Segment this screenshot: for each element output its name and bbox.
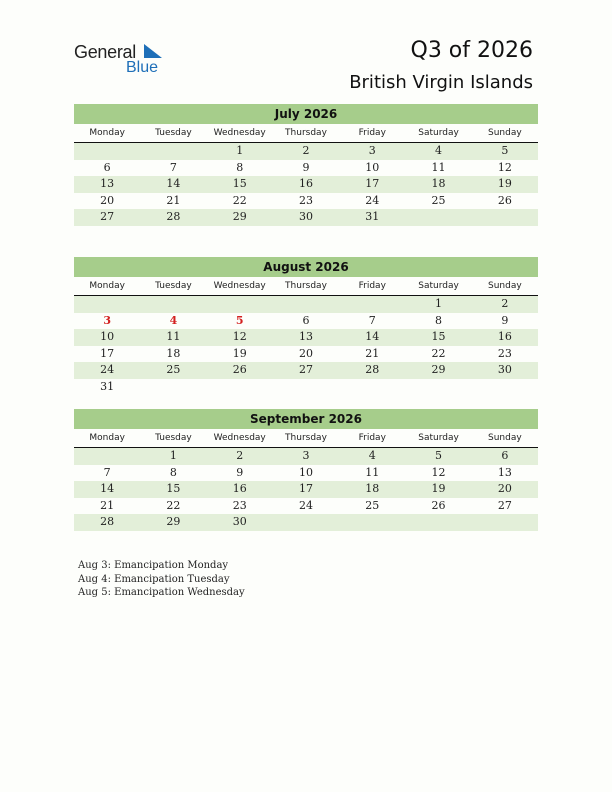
day-cell: 3 xyxy=(302,449,310,462)
holiday-day-cell: 4 xyxy=(169,313,178,327)
day-cell xyxy=(339,514,405,531)
week-row xyxy=(74,209,538,226)
day-cell: 30 xyxy=(298,210,313,224)
day-cell: 26 xyxy=(497,193,512,207)
month-title: September 2026 xyxy=(74,409,538,429)
weekday-label: Monday xyxy=(89,433,125,443)
day-cell: 19 xyxy=(232,346,247,360)
day-cell: 10 xyxy=(298,465,313,479)
weekday-label: Monday xyxy=(89,281,125,291)
day-cell: 18 xyxy=(431,177,446,191)
weekday-label: Tuesday xyxy=(155,433,192,443)
day-cell xyxy=(405,209,471,226)
day-cell xyxy=(207,296,273,313)
day-cell xyxy=(273,379,339,396)
day-cell xyxy=(273,514,339,531)
day-cell: 24 xyxy=(100,363,115,377)
flag-icon xyxy=(142,44,164,62)
day-cell: 7 xyxy=(169,160,177,174)
day-cell: 11 xyxy=(365,465,380,479)
day-cell: 25 xyxy=(166,363,181,377)
day-cell: 27 xyxy=(298,363,313,377)
day-cell: 4 xyxy=(435,144,443,157)
day-cell: 26 xyxy=(232,363,247,377)
day-cell: 23 xyxy=(298,193,313,207)
week-row xyxy=(74,176,538,193)
day-cell: 19 xyxy=(431,482,446,496)
day-cell: 7 xyxy=(368,313,376,327)
week-row xyxy=(74,296,538,313)
day-cell: 29 xyxy=(232,210,247,224)
day-cell: 8 xyxy=(435,313,443,327)
weekday-label: Thursday xyxy=(285,128,327,138)
day-cell: 1 xyxy=(236,144,244,157)
day-cell: 13 xyxy=(298,330,313,344)
day-cell: 21 xyxy=(100,498,115,512)
week-row xyxy=(74,193,538,210)
day-cell xyxy=(405,379,471,396)
day-cell: 23 xyxy=(497,346,512,360)
day-cell: 1 xyxy=(435,297,443,310)
day-cell: 17 xyxy=(100,346,115,360)
day-cell xyxy=(140,379,206,396)
day-cell: 29 xyxy=(166,515,181,529)
day-cell xyxy=(74,448,140,465)
day-cell xyxy=(74,143,140,160)
day-cell: 21 xyxy=(166,193,181,207)
day-cell: 27 xyxy=(497,498,512,512)
day-cell: 18 xyxy=(166,346,181,360)
weekday-label: Tuesday xyxy=(155,281,192,291)
day-cell: 9 xyxy=(501,313,509,327)
region-name: British Virgin Islands xyxy=(349,72,533,93)
day-cell xyxy=(472,514,538,531)
day-cell: 15 xyxy=(232,177,247,191)
day-cell: 15 xyxy=(166,482,181,496)
weekday-label: Friday xyxy=(358,281,386,291)
day-cell: 5 xyxy=(501,144,509,157)
weekday-label: Wednesday xyxy=(213,281,266,291)
holiday-notes xyxy=(78,559,245,600)
week-row xyxy=(74,498,538,515)
day-cell: 28 xyxy=(100,515,115,529)
day-cell: 30 xyxy=(497,363,512,377)
day-cell: 22 xyxy=(232,193,247,207)
weekday-label: Thursday xyxy=(285,281,327,291)
holiday-note: Aug 5: Emancipation Wednesday xyxy=(78,587,245,599)
day-cell: 31 xyxy=(100,379,115,393)
day-cell: 22 xyxy=(166,498,181,512)
weekday-header-row xyxy=(74,429,538,448)
month-title: August 2026 xyxy=(74,257,538,277)
generalblue-logo xyxy=(74,42,174,78)
weekday-label: Wednesday xyxy=(213,433,266,443)
day-cell: 13 xyxy=(497,465,512,479)
week-row xyxy=(74,313,538,330)
day-cell xyxy=(339,296,405,313)
week-row xyxy=(74,514,538,531)
day-cell: 7 xyxy=(103,465,111,479)
day-cell: 12 xyxy=(232,330,247,344)
weekday-label: Wednesday xyxy=(213,128,266,138)
weekday-header-row xyxy=(74,124,538,143)
day-cell: 10 xyxy=(365,160,380,174)
day-cell: 24 xyxy=(365,193,380,207)
day-cell: 6 xyxy=(103,160,111,174)
day-cell: 16 xyxy=(232,482,247,496)
page-title: Q3 of 2026 xyxy=(410,38,533,63)
day-cell: 29 xyxy=(431,363,446,377)
holiday-day-cell: 3 xyxy=(103,313,111,327)
day-cell: 15 xyxy=(431,330,446,344)
day-cell xyxy=(472,209,538,226)
holiday-note: Aug 4: Emancipation Tuesday xyxy=(78,573,230,585)
day-cell: 28 xyxy=(166,210,181,224)
day-cell: 17 xyxy=(365,177,380,191)
day-cell: 8 xyxy=(169,465,177,479)
day-cell: 22 xyxy=(431,346,446,360)
day-cell xyxy=(207,379,273,396)
weekday-label: Saturday xyxy=(418,433,459,443)
day-cell: 21 xyxy=(365,346,380,360)
week-row xyxy=(74,448,538,465)
month-calendar-august xyxy=(74,257,538,396)
day-cell: 20 xyxy=(100,193,115,207)
day-cell xyxy=(74,296,140,313)
day-cell: 5 xyxy=(435,449,443,462)
day-cell: 13 xyxy=(100,177,115,191)
day-cell: 6 xyxy=(302,313,310,327)
day-cell xyxy=(405,514,471,531)
day-cell xyxy=(339,379,405,396)
week-row xyxy=(74,465,538,482)
day-cell: 24 xyxy=(298,498,313,512)
weekday-label: Thursday xyxy=(285,433,327,443)
day-cell: 12 xyxy=(497,160,512,174)
day-cell: 11 xyxy=(431,160,446,174)
day-cell: 23 xyxy=(232,498,247,512)
day-cell: 12 xyxy=(431,465,446,479)
logo-blue-text: Blue xyxy=(126,59,159,76)
week-row xyxy=(74,362,538,379)
day-cell: 16 xyxy=(497,330,512,344)
week-row xyxy=(74,329,538,346)
weekday-label: Friday xyxy=(358,433,386,443)
logo-general-text: General xyxy=(74,42,136,62)
day-cell: 31 xyxy=(365,210,380,224)
day-cell xyxy=(140,143,206,160)
day-cell: 14 xyxy=(166,177,181,191)
month-title: July 2026 xyxy=(74,104,538,124)
day-cell: 6 xyxy=(501,449,509,462)
weekday-label: Sunday xyxy=(487,281,522,291)
weekday-label: Tuesday xyxy=(155,128,192,138)
week-row xyxy=(74,160,538,177)
holiday-day-cell: 5 xyxy=(235,313,244,327)
day-cell: 1 xyxy=(169,449,177,462)
day-cell: 27 xyxy=(100,210,115,224)
day-cell: 20 xyxy=(298,346,313,360)
day-cell: 11 xyxy=(166,330,181,344)
day-cell: 3 xyxy=(368,144,376,157)
day-cell: 14 xyxy=(365,330,380,344)
day-cell xyxy=(273,296,339,313)
month-calendar-july xyxy=(74,104,538,226)
week-row xyxy=(74,143,538,160)
weekday-label: Sunday xyxy=(487,128,522,138)
month-calendar-september xyxy=(74,409,538,531)
day-cell xyxy=(140,296,206,313)
day-cell: 26 xyxy=(431,498,446,512)
day-cell: 10 xyxy=(100,330,115,344)
day-cell: 20 xyxy=(497,482,512,496)
weekday-label: Sunday xyxy=(487,433,522,443)
day-cell xyxy=(472,379,538,396)
day-cell: 25 xyxy=(431,193,446,207)
weekday-label: Saturday xyxy=(418,128,459,138)
day-cell: 25 xyxy=(365,498,380,512)
day-cell: 4 xyxy=(368,449,376,462)
day-cell: 19 xyxy=(497,177,512,191)
day-cell: 30 xyxy=(232,515,247,529)
weekday-label: Friday xyxy=(358,128,386,138)
day-cell: 2 xyxy=(302,144,310,157)
day-cell: 18 xyxy=(365,482,380,496)
day-cell: 2 xyxy=(501,297,509,310)
day-cell: 9 xyxy=(302,160,310,174)
weekday-header-row xyxy=(74,277,538,296)
weekday-label: Saturday xyxy=(418,281,459,291)
weekday-label: Monday xyxy=(89,128,125,138)
day-cell: 14 xyxy=(100,482,115,496)
week-row xyxy=(74,481,538,498)
week-row xyxy=(74,346,538,363)
day-cell: 16 xyxy=(298,177,313,191)
day-cell: 2 xyxy=(236,449,244,462)
week-row xyxy=(74,379,538,396)
day-cell: 8 xyxy=(236,160,244,174)
day-cell: 17 xyxy=(298,482,313,496)
holiday-note: Aug 3: Emancipation Monday xyxy=(78,560,229,571)
day-cell: 9 xyxy=(236,465,244,479)
day-cell: 28 xyxy=(365,363,380,377)
